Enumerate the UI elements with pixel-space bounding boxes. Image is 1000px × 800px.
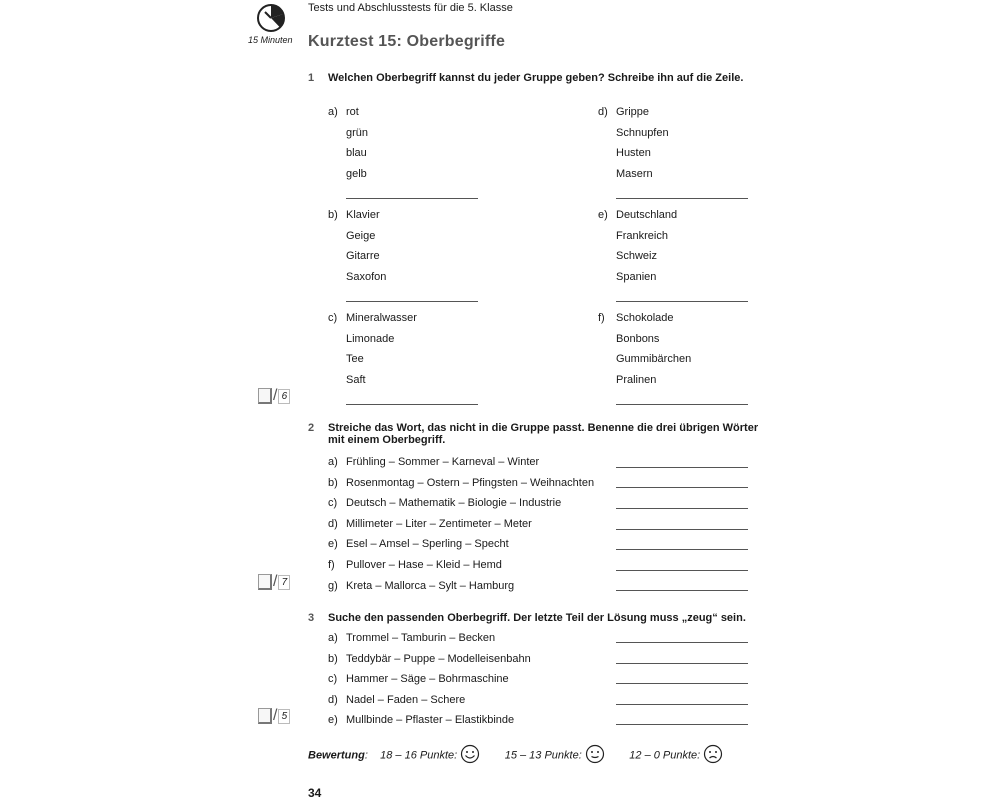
word: rot xyxy=(346,106,359,118)
happy-face-icon xyxy=(460,744,480,767)
answer-line-a[interactable] xyxy=(346,198,478,199)
task3-list xyxy=(328,632,531,735)
rating-row: Bewertung: 18 – 16 Punkte: 15 – 13 Punkte: 12 – 0 Punkte: xyxy=(308,744,723,767)
group-label: c) xyxy=(328,312,338,324)
list-item: c) Hammer – Säge – Bohrmaschine xyxy=(328,673,509,686)
word: Grippe xyxy=(616,106,650,118)
word: Mineralwasser xyxy=(346,312,417,324)
word: Saxofon xyxy=(346,270,387,283)
score-box-task3: / 5 xyxy=(258,707,290,725)
answer-line[interactable] xyxy=(616,529,748,530)
score-input-box[interactable] xyxy=(258,388,272,404)
group-label: a) xyxy=(328,106,338,118)
answer-line[interactable] xyxy=(616,549,748,550)
rating-range-2: 15 – 13 Punkte: xyxy=(504,749,582,762)
answer-line[interactable] xyxy=(616,642,748,643)
answer-line[interactable] xyxy=(616,663,748,664)
answer-line[interactable] xyxy=(616,724,748,725)
answer-line[interactable] xyxy=(616,508,748,509)
task3-number: 3 xyxy=(308,612,315,624)
score-input-box[interactable] xyxy=(258,574,272,590)
list-item: e) Esel – Amsel – Sperling – Specht xyxy=(328,538,509,551)
answer-line[interactable] xyxy=(616,570,748,571)
list-item: d) Nadel – Faden – Schere xyxy=(328,693,466,706)
sad-face-icon xyxy=(703,744,723,767)
answer-line[interactable] xyxy=(616,704,748,705)
word: grün xyxy=(346,126,369,139)
answer-line-d[interactable] xyxy=(616,198,748,199)
answer-line-f[interactable] xyxy=(616,404,748,405)
list-item: f) Pullover – Hase – Kleid – Hemd xyxy=(328,558,502,571)
word: Schokolade xyxy=(616,312,674,324)
task1-number: 1 xyxy=(308,72,315,84)
word: Saft xyxy=(346,373,366,386)
task1-group-a xyxy=(328,106,368,188)
max-points: 6 xyxy=(278,389,290,404)
task1-group-b xyxy=(328,209,386,291)
rating-range-1: 18 – 16 Punkte: xyxy=(380,749,458,762)
task1-group-c xyxy=(328,312,417,394)
word: Gitarre xyxy=(346,250,380,262)
list-item: a) Trommel – Tamburin – Becken xyxy=(328,632,496,644)
word: Schnupfen xyxy=(616,126,669,139)
score-box-task2: / 7 xyxy=(258,573,290,591)
word: Bonbons xyxy=(616,332,660,345)
running-title: Tests und Abschlusstests für die 5. Klasse xyxy=(308,2,513,14)
answer-line-b[interactable] xyxy=(346,301,478,302)
task1-group-e xyxy=(598,209,677,291)
word: Masern xyxy=(616,167,653,180)
group-label: f) xyxy=(598,312,605,324)
clock-icon xyxy=(256,3,286,36)
score-box-task1: / 6 xyxy=(258,387,290,405)
answer-line-e[interactable] xyxy=(616,301,748,302)
smile-face-icon xyxy=(585,744,605,767)
task2-list xyxy=(328,456,594,600)
word: Husten xyxy=(616,147,651,159)
list-item: g) Kreta – Mallorca – Sylt – Hamburg xyxy=(328,579,515,592)
answer-line[interactable] xyxy=(616,590,748,591)
answer-line[interactable] xyxy=(616,487,748,488)
word: gelb xyxy=(346,167,367,180)
word: Spanien xyxy=(616,270,657,283)
task2-instruction: Streiche das Wort, das nicht in die Gruppe passt. Benenne die drei übrigen Wörter mit einem Oberbegriff. xyxy=(328,422,759,446)
word: blau xyxy=(346,147,367,159)
task1-group-d xyxy=(598,106,669,188)
word: Frankreich xyxy=(616,229,668,242)
score-input-box[interactable] xyxy=(258,708,272,724)
time-label: 15 Minuten xyxy=(248,35,293,45)
task1-instruction: Welchen Oberbegriff kannst du jeder Gruppe geben? Schreibe ihn auf die Zeile. xyxy=(328,72,744,84)
page-title: Kurztest 15: Oberbegriffe xyxy=(308,33,506,50)
word: Geige xyxy=(346,229,376,242)
answer-line[interactable] xyxy=(616,683,748,684)
list-item: b) Teddybär – Puppe – Modelleisenbahn xyxy=(328,652,531,665)
max-points: 7 xyxy=(278,575,290,590)
group-label: d) xyxy=(598,106,608,118)
max-points: 5 xyxy=(278,709,290,724)
rating-range-3: 12 – 0 Punkte: xyxy=(629,749,701,762)
answer-line-c[interactable] xyxy=(346,404,478,405)
list-item: d) Millimeter – Liter – Zentimeter – Meter xyxy=(328,517,532,530)
rating-label: Bewertung xyxy=(308,749,365,762)
list-item: a) Frühling – Sommer – Karneval – Winter xyxy=(328,456,540,468)
list-item: b) Rosenmontag – Ostern – Pfingsten – Weihnachten xyxy=(328,476,595,489)
group-label: e) xyxy=(598,209,608,221)
list-item: c) Deutsch – Mathematik – Biologie – Industrie xyxy=(328,497,562,510)
task2-number: 2 xyxy=(308,422,315,434)
word: Deutschland xyxy=(616,209,678,221)
answer-line[interactable] xyxy=(616,467,748,468)
page-number: 34 xyxy=(308,786,322,800)
word: Limonade xyxy=(346,332,395,345)
word: Tee xyxy=(346,353,364,365)
list-item: e) Mullbinde – Pflaster – Elastikbinde xyxy=(328,714,515,727)
word: Klavier xyxy=(346,209,380,221)
word: Schweiz xyxy=(616,250,657,262)
task1-group-f xyxy=(598,312,691,394)
group-label: b) xyxy=(328,209,338,221)
task3-instruction: Suche den passenden Oberbegriff. Der letzte Teil der Lösung muss „zeug“ sein. xyxy=(328,612,746,624)
word: Gummibärchen xyxy=(616,353,692,365)
word: Pralinen xyxy=(616,373,657,386)
